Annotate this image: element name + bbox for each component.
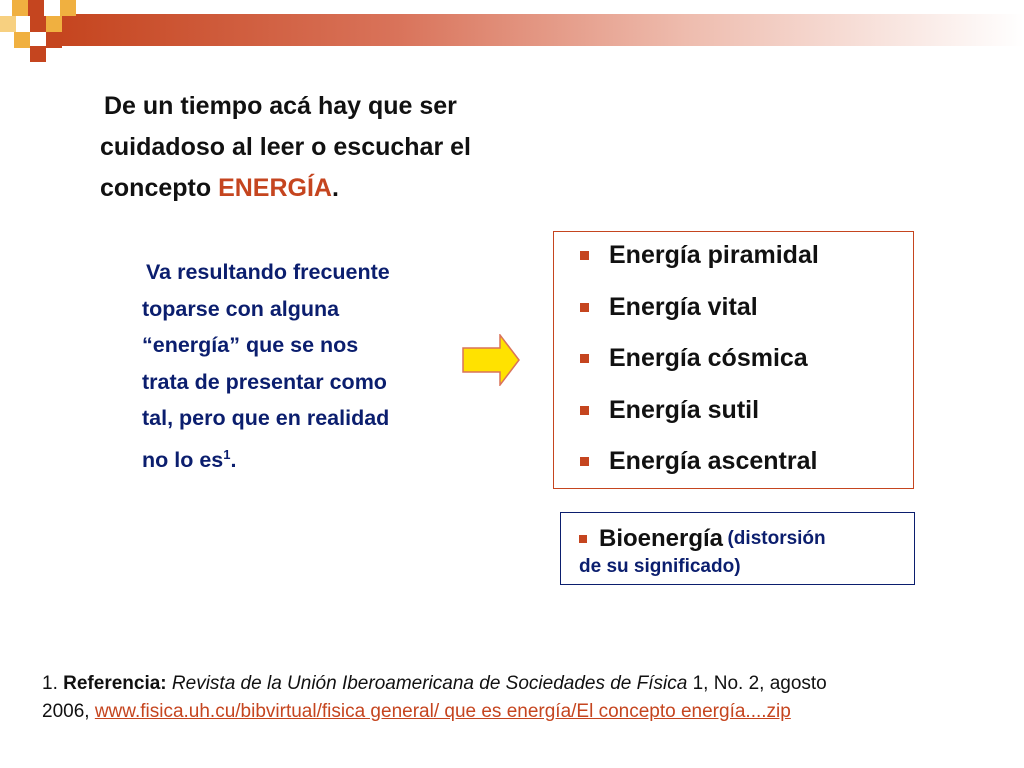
- bioenergy-box: [560, 512, 915, 585]
- right-arrow-icon: [462, 334, 520, 386]
- paragraph-line-1: Va resultando frecuente: [146, 260, 390, 284]
- paragraph-line-4: trata de presentar como: [142, 369, 387, 394]
- intro-line-3: [100, 168, 560, 209]
- list-item: [580, 240, 819, 292]
- reference-link[interactable]: www.fisica.uh.cu/bibvirtual/fisica general/ que es energía/El concepto energía....zip: [94, 701, 791, 722]
- paragraph-line-3: “energía” que se nos: [142, 333, 359, 357]
- square-bullet-icon: [580, 354, 589, 363]
- intro-line-3-prefix: concepto: [100, 174, 219, 202]
- square-bullet-icon: [580, 251, 589, 260]
- energy-highlight: ENERGÍA: [218, 174, 332, 202]
- list-item-label: Energía cósmica: [609, 344, 808, 372]
- reference-footnote: [42, 670, 1002, 726]
- journal-details: 1, No. 2, agosto: [687, 673, 827, 694]
- footnote-marker: 1: [223, 446, 231, 462]
- footnote-label: Referencia:: [63, 673, 167, 694]
- intro-line-3-suffix: .: [331, 174, 339, 202]
- header-gradient-bar: [60, 14, 1024, 46]
- paragraph-line-2: toparse con alguna: [142, 296, 340, 321]
- list-item: [580, 446, 819, 498]
- bioenergy-line-1: [579, 525, 826, 553]
- journal-title: Revista de la Unión Iberoamericana de Sociedades de Física: [171, 673, 688, 694]
- square-bullet-icon: [580, 406, 589, 415]
- square-bullet-icon: [580, 303, 589, 312]
- square-bullet-icon: [580, 457, 589, 466]
- list-item: [580, 292, 819, 344]
- energy-list-box: [553, 231, 914, 489]
- list-item: [580, 343, 819, 395]
- footnote-number: 1.: [42, 673, 58, 694]
- square-bullet-icon: [579, 535, 587, 543]
- corner-checker-decoration: [0, 0, 80, 62]
- paragraph-last-text: no lo es: [142, 447, 224, 472]
- list-item-label: Energía vital: [609, 292, 758, 321]
- bioenergy-title: Bioenergía: [599, 525, 724, 552]
- list-item-label: Energía sutil: [609, 395, 760, 424]
- intro-line-2: cuidadoso al leer o escuchar el: [100, 133, 471, 161]
- paragraph-line-6: [142, 437, 462, 479]
- bioenergy-note-part1: (distorsión: [727, 528, 826, 549]
- energy-list: [580, 240, 819, 498]
- list-item-label: Energía piramidal: [609, 241, 819, 269]
- intro-text: [100, 86, 560, 209]
- intro-line-1: De un tiempo acá hay que ser: [104, 92, 457, 120]
- footnote-year: 2006,: [42, 701, 95, 722]
- list-item-label: Energía ascentral: [609, 447, 818, 475]
- paragraph-line-5: tal, pero que en realidad: [142, 406, 390, 430]
- bioenergy-note-part2: de su significado): [579, 556, 741, 577]
- paragraph-last-end: .: [230, 447, 237, 472]
- list-item: [580, 395, 819, 447]
- explanation-paragraph: [142, 254, 462, 478]
